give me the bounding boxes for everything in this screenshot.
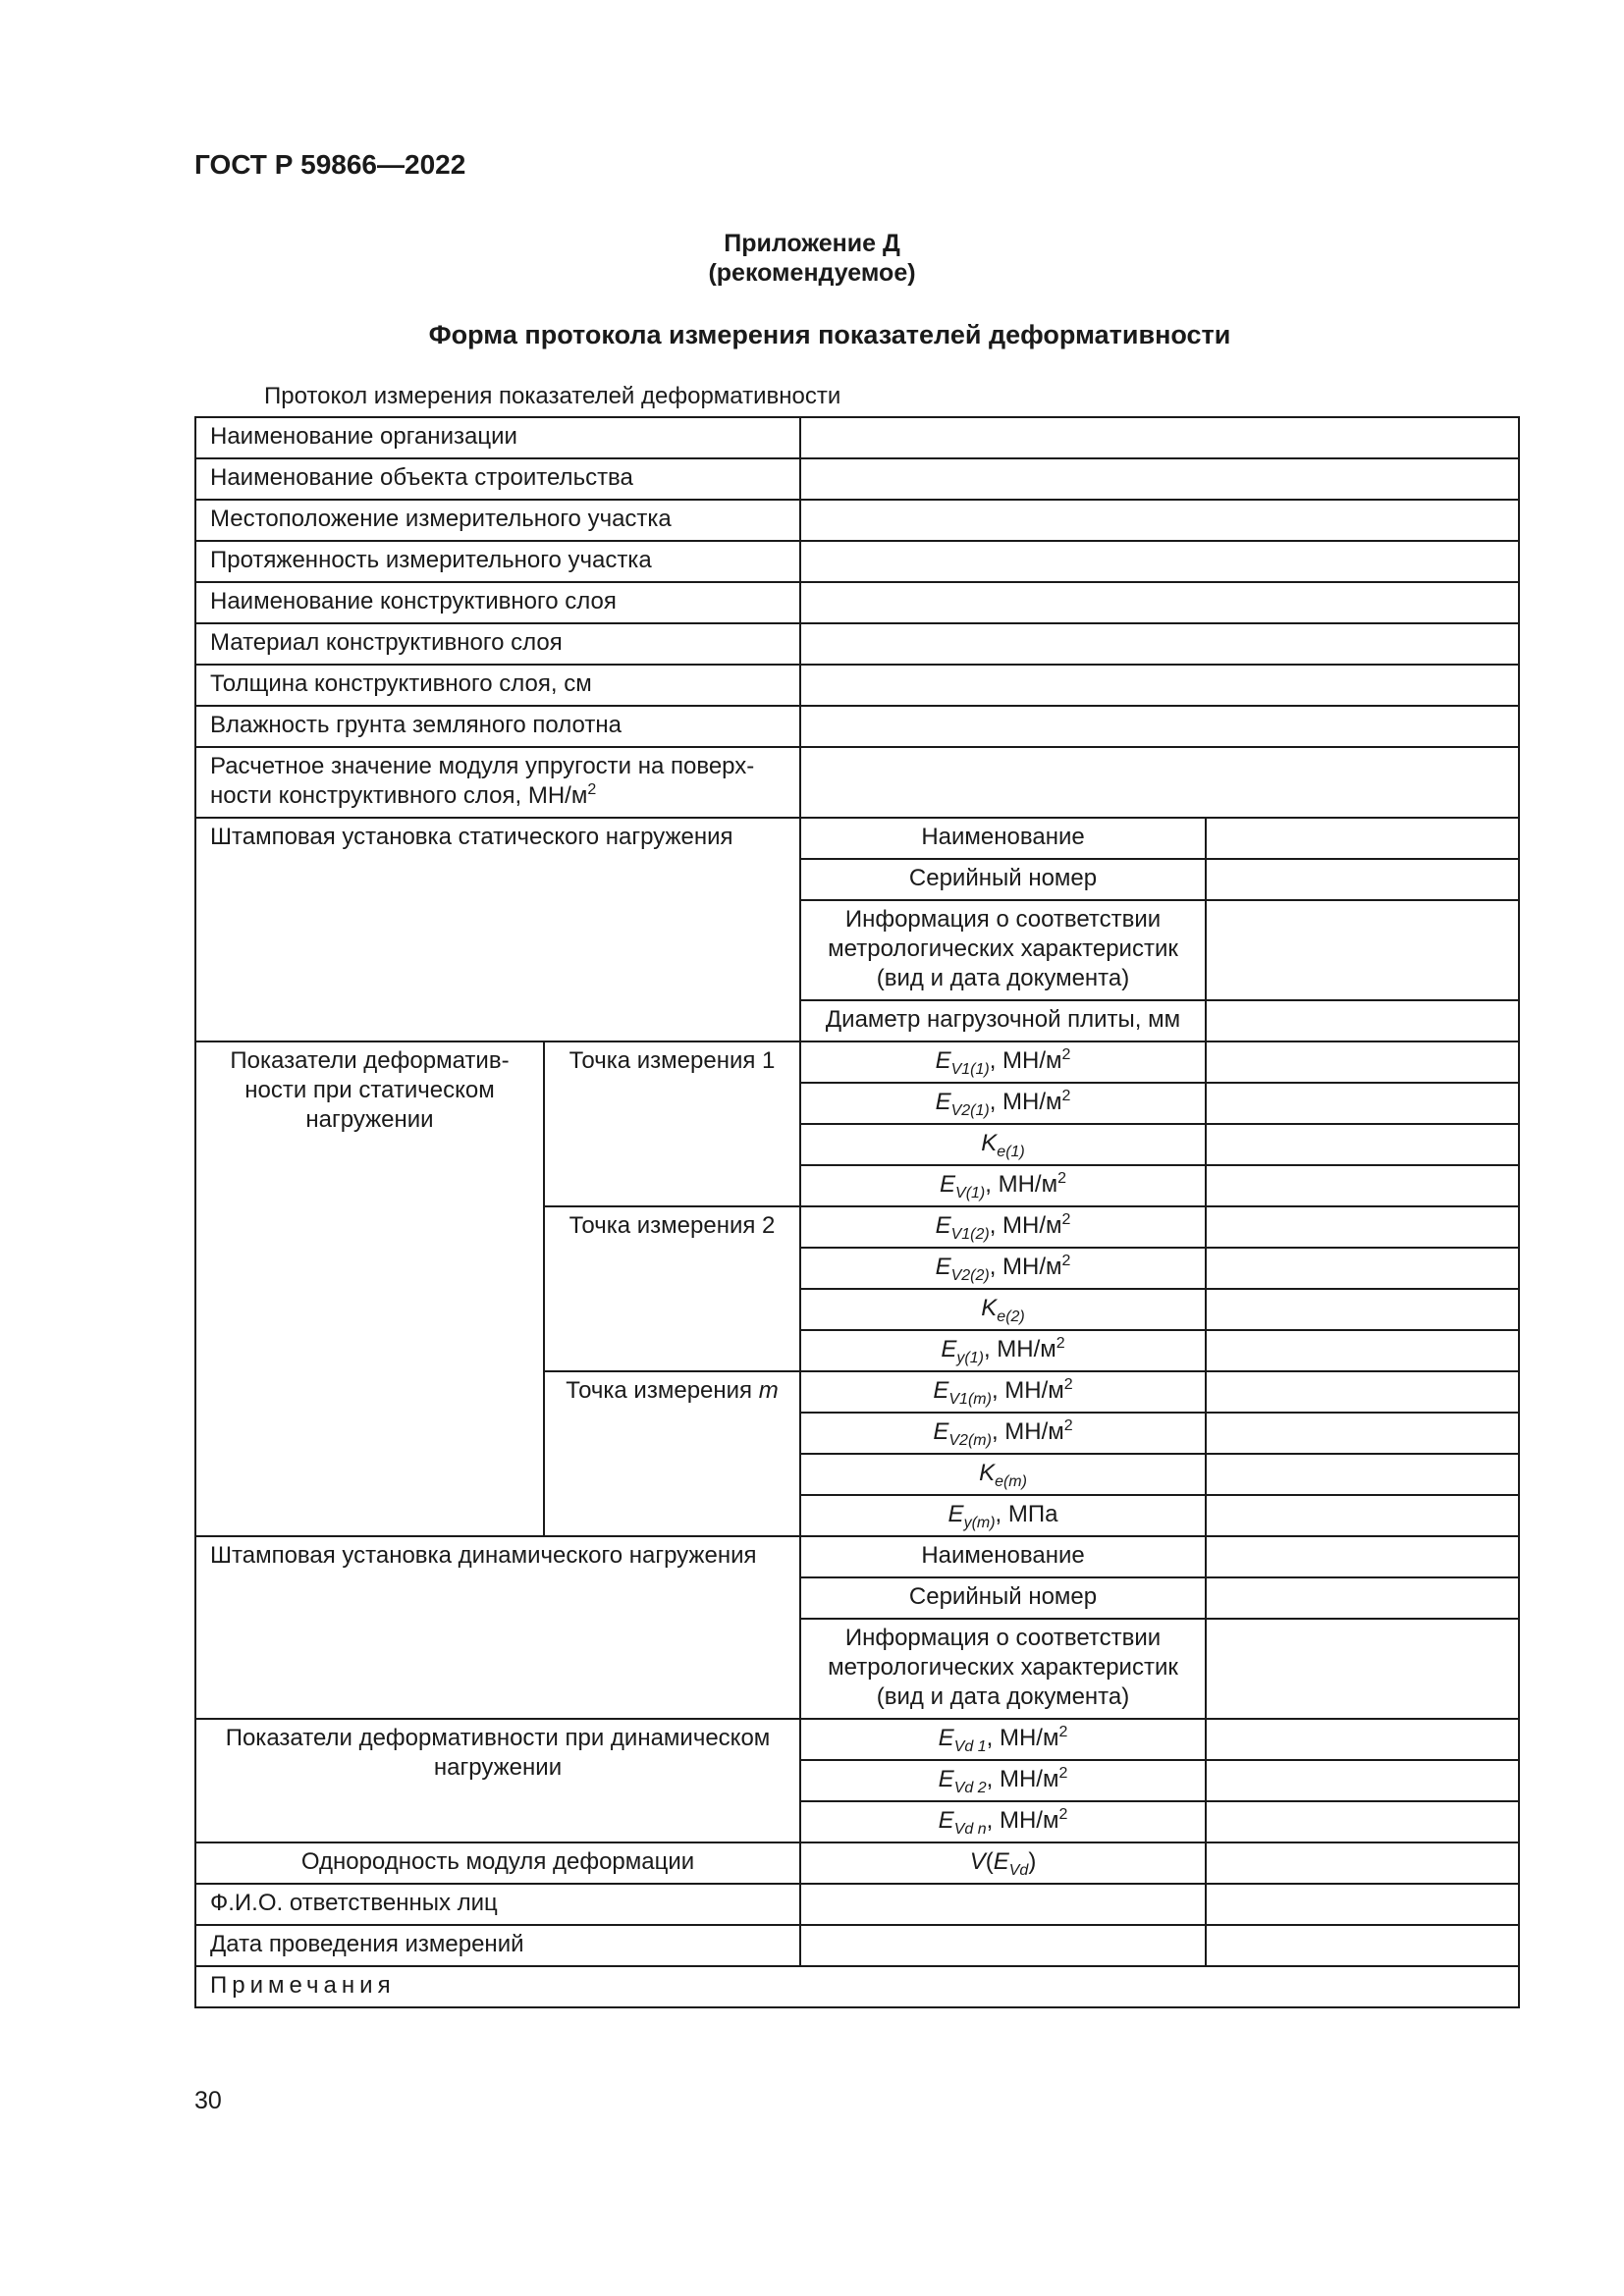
row-site-length-label: Протяженность измерительного участка xyxy=(195,541,800,582)
static-setup-diameter-value[interactable] xyxy=(1206,1000,1519,1041)
row-object-name-value[interactable] xyxy=(800,458,1519,500)
row-layer-material-value[interactable] xyxy=(800,623,1519,665)
row-design-modulus-label xyxy=(195,747,800,818)
responsible-persons-label: Ф.И.О. ответственных лиц xyxy=(195,1884,800,1925)
uniformity-param xyxy=(800,1842,1206,1884)
param-ey-1-value[interactable] xyxy=(1206,1330,1519,1371)
param-subscript: V2(2) xyxy=(950,1267,990,1284)
dynamic-indicators-label: Показатели деформативности при динамическом нагружении xyxy=(195,1719,800,1842)
param-subscript: e(2) xyxy=(997,1308,1025,1325)
param-exponent: 2 xyxy=(1063,1417,1073,1434)
param-unit: , МН/м xyxy=(985,1171,1058,1198)
row-layer-material-label: Материал конструктивного слоя xyxy=(195,623,800,665)
param-ev1-m xyxy=(800,1371,1206,1413)
param-subscript: V1(m) xyxy=(948,1391,992,1408)
notes-row[interactable]: Примечания xyxy=(195,1966,1519,2007)
measurement-date-value-b[interactable] xyxy=(1206,1925,1519,1966)
param-ey-m-value[interactable] xyxy=(1206,1495,1519,1536)
static-indicators-label: Показатели деформатив-ности при статическом нагружении xyxy=(195,1041,544,1536)
param-evd-1 xyxy=(800,1719,1206,1760)
param-ev1-1 xyxy=(800,1041,1206,1083)
param-ke-1-value[interactable] xyxy=(1206,1124,1519,1165)
row-object-name-label: Наименование объекта строительства xyxy=(195,458,800,500)
param-exponent: 2 xyxy=(1057,1170,1066,1187)
point-label-num: 2 xyxy=(762,1212,776,1239)
row-layer-thickness-label: Толщина конструктивного слоя, см xyxy=(195,665,800,706)
standard-code: ГОСТ Р 59866—2022 xyxy=(194,149,466,180)
param-unit: , МН/м xyxy=(989,1047,1062,1074)
point-label-num: 1 xyxy=(762,1047,776,1074)
param-symbol: K xyxy=(979,1460,996,1486)
static-setup-name-value[interactable] xyxy=(1206,818,1519,859)
row-layer-thickness-value[interactable] xyxy=(800,665,1519,706)
param-exponent: 2 xyxy=(1061,1253,1071,1269)
param-evd-2-value[interactable] xyxy=(1206,1760,1519,1801)
param-exponent: 2 xyxy=(1056,1335,1065,1352)
static-setup-diameter-label: Диаметр нагрузочной плиты, мм xyxy=(800,1000,1206,1041)
param-ey-m xyxy=(800,1495,1206,1536)
param-ev1-1-value[interactable] xyxy=(1206,1041,1519,1083)
param-exponent: 2 xyxy=(1058,1765,1068,1782)
uniformity-value[interactable] xyxy=(1206,1842,1519,1884)
param-unit: , МН/м xyxy=(986,1725,1059,1751)
param-subscript: Vd 2 xyxy=(953,1780,987,1796)
measurement-date-value-a[interactable] xyxy=(800,1925,1206,1966)
static-setup-serial-value[interactable] xyxy=(1206,859,1519,900)
param-ke-2-value[interactable] xyxy=(1206,1289,1519,1330)
row-org-name-value[interactable] xyxy=(800,417,1519,458)
param-ev1-m-value[interactable] xyxy=(1206,1371,1519,1413)
dynamic-setup-label: Штамповая установка динамического нагружения xyxy=(195,1536,800,1719)
param-exponent: 2 xyxy=(1058,1724,1068,1740)
param-subscript: V2(1) xyxy=(950,1102,990,1119)
param-ev2-m xyxy=(800,1413,1206,1454)
param-ev2-1 xyxy=(800,1083,1206,1124)
row-site-location-value[interactable] xyxy=(800,500,1519,541)
param-symbol: E xyxy=(935,1089,951,1115)
param-ev-1-value[interactable] xyxy=(1206,1165,1519,1206)
design-modulus-exp: 2 xyxy=(587,781,597,798)
param-unit: , МН/м xyxy=(989,1089,1062,1115)
static-setup-metrology-value[interactable] xyxy=(1206,900,1519,1000)
param-symbol: E xyxy=(933,1377,949,1404)
point-label-text: Точка измерения xyxy=(566,1377,759,1404)
param-unit: , МН/м xyxy=(986,1766,1059,1792)
uniformity-e-symbol: E xyxy=(993,1848,1009,1875)
param-ke-1 xyxy=(800,1124,1206,1165)
param-symbol: E xyxy=(933,1418,949,1445)
param-evd-1-value[interactable] xyxy=(1206,1719,1519,1760)
form-title: Форма протокола измерения показателей деформативности xyxy=(428,320,1231,349)
param-ev2-2-value[interactable] xyxy=(1206,1248,1519,1289)
param-subscript: V2(m) xyxy=(948,1432,992,1449)
param-symbol: E xyxy=(935,1212,951,1239)
param-subscript: V(1) xyxy=(955,1185,986,1201)
dynamic-setup-serial-label: Серийный номер xyxy=(800,1577,1206,1619)
row-soil-moisture-label: Влажность грунта земляного полотна xyxy=(195,706,800,747)
param-symbol: E xyxy=(938,1766,954,1792)
param-symbol: K xyxy=(981,1295,998,1321)
param-symbol: E xyxy=(940,1171,956,1198)
param-evd-2 xyxy=(800,1760,1206,1801)
param-unit: , МН/м xyxy=(991,1418,1064,1445)
param-subscript: e(m) xyxy=(995,1473,1027,1490)
param-symbol: E xyxy=(938,1807,954,1834)
param-unit: , МН/м xyxy=(989,1254,1062,1280)
row-soil-moisture-value[interactable] xyxy=(800,706,1519,747)
param-ke-m xyxy=(800,1454,1206,1495)
param-symbol: E xyxy=(938,1725,954,1751)
uniformity-label: Однородность модуля деформации xyxy=(195,1842,800,1884)
param-ev1-2-value[interactable] xyxy=(1206,1206,1519,1248)
param-subscript: Vd 1 xyxy=(953,1738,987,1755)
dynamic-setup-name-label: Наименование xyxy=(800,1536,1206,1577)
param-ev2-m-value[interactable] xyxy=(1206,1413,1519,1454)
param-evd-n-value[interactable] xyxy=(1206,1801,1519,1842)
responsible-persons-value-b[interactable] xyxy=(1206,1884,1519,1925)
design-modulus-text: Расчетное значение модуля упругости на поверх-ности конструктивного слоя, МН/м xyxy=(210,753,755,809)
appendix-title: Приложение Д xyxy=(724,230,900,257)
measurement-point-2-label xyxy=(544,1206,800,1371)
point-label-text: Точка измерения xyxy=(568,1212,763,1239)
param-exponent: 2 xyxy=(1063,1376,1073,1393)
table-caption: Протокол измерения показателей деформативности xyxy=(264,383,841,409)
row-site-length-value[interactable] xyxy=(800,541,1519,582)
protocol-table xyxy=(194,416,1520,2008)
param-ke-m-value[interactable] xyxy=(1206,1454,1519,1495)
param-ev-1 xyxy=(800,1165,1206,1206)
param-ev1-2 xyxy=(800,1206,1206,1248)
uniformity-paren-open: ( xyxy=(985,1848,994,1875)
static-setup-metrology-label: Информация о соответствии метрологических характеристик (вид и дата документа) xyxy=(800,900,1206,1000)
param-subscript: V1(2) xyxy=(950,1226,990,1243)
param-symbol: E xyxy=(947,1501,964,1527)
param-unit: , МН/м xyxy=(986,1807,1059,1834)
param-symbol: E xyxy=(935,1254,951,1280)
param-symbol: K xyxy=(981,1130,998,1156)
param-unit: , МН/м xyxy=(983,1336,1056,1362)
responsible-persons-value-a[interactable] xyxy=(800,1884,1206,1925)
param-unit: , МН/м xyxy=(989,1212,1062,1239)
dynamic-setup-metrology-label: Информация о соответствии метрологических характеристик (вид и дата документа) xyxy=(800,1619,1206,1719)
row-layer-name-value[interactable] xyxy=(800,582,1519,623)
row-site-location-label: Местоположение измерительного участка xyxy=(195,500,800,541)
param-subscript: e(1) xyxy=(997,1144,1025,1160)
dynamic-setup-metrology-value[interactable] xyxy=(1206,1619,1519,1719)
measurement-point-1-label xyxy=(544,1041,800,1206)
param-symbol: E xyxy=(935,1047,951,1074)
appendix-status: (рекомендуемое) xyxy=(708,259,916,287)
measurement-date-label: Дата проведения измерений xyxy=(195,1925,800,1966)
param-subscript: y(1) xyxy=(956,1350,984,1366)
param-unit: , МПа xyxy=(995,1501,1058,1527)
row-design-modulus-value[interactable] xyxy=(800,747,1519,818)
param-evd-n xyxy=(800,1801,1206,1842)
point-label-num: m xyxy=(758,1377,779,1404)
param-exponent: 2 xyxy=(1061,1088,1071,1104)
page-number: 30 xyxy=(194,2087,222,2114)
row-layer-name-label: Наименование конструктивного слоя xyxy=(195,582,800,623)
uniformity-v-symbol: V xyxy=(969,1848,986,1875)
param-ke-2 xyxy=(800,1289,1206,1330)
param-ey-1 xyxy=(800,1330,1206,1371)
dynamic-setup-serial-value[interactable] xyxy=(1206,1577,1519,1619)
param-exponent: 2 xyxy=(1058,1806,1068,1823)
point-label-text: Точка измерения xyxy=(568,1047,763,1074)
row-org-name-label: Наименование организации xyxy=(195,417,800,458)
param-subscript: Vd n xyxy=(953,1821,987,1838)
static-setup-label: Штамповая установка статического нагружения xyxy=(195,818,800,1041)
dynamic-setup-name-value[interactable] xyxy=(1206,1536,1519,1577)
static-setup-serial-label: Серийный номер xyxy=(800,859,1206,900)
param-unit: , МН/м xyxy=(991,1377,1064,1404)
param-subscript: y(m) xyxy=(963,1515,996,1531)
param-ev2-2 xyxy=(800,1248,1206,1289)
param-exponent: 2 xyxy=(1061,1211,1071,1228)
param-exponent: 2 xyxy=(1061,1046,1071,1063)
param-subscript: V1(1) xyxy=(950,1061,990,1078)
param-ev2-1-value[interactable] xyxy=(1206,1083,1519,1124)
measurement-point-m-label xyxy=(544,1371,800,1536)
uniformity-e-subscript: Vd xyxy=(1008,1862,1029,1879)
static-setup-name-label: Наименование xyxy=(800,818,1206,859)
param-symbol: E xyxy=(941,1336,957,1362)
uniformity-paren-close: ) xyxy=(1028,1848,1037,1875)
